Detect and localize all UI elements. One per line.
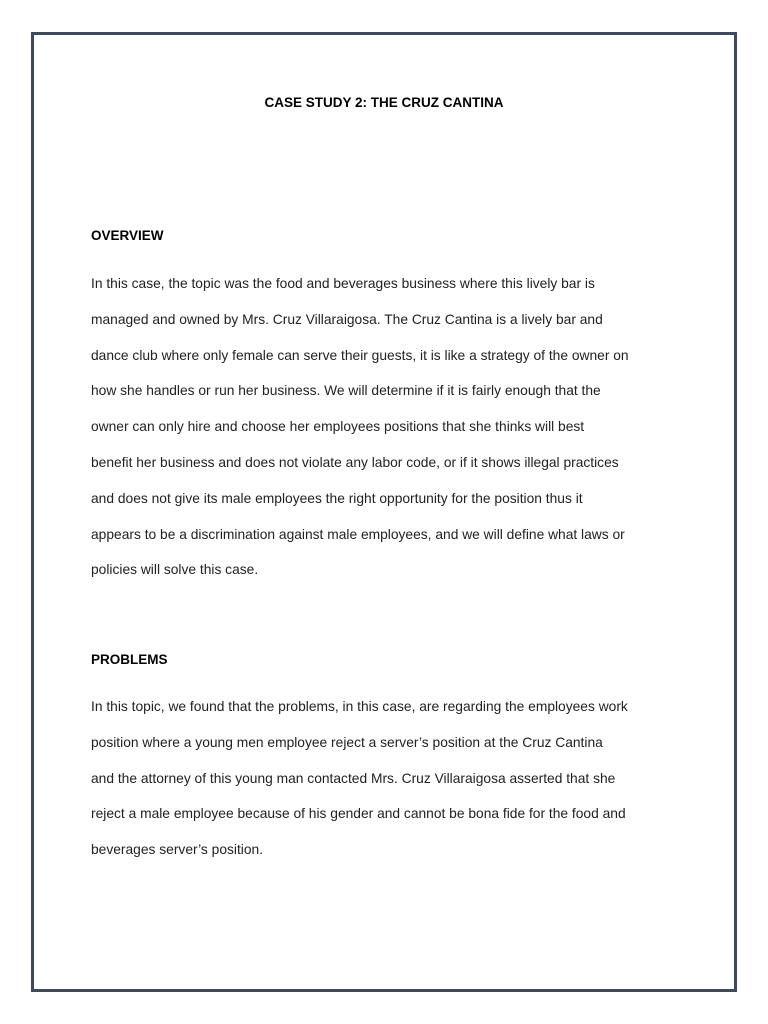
paragraph-line: benefit her business and does not violate any labor code, or if it shows illegal practices [91,454,619,470]
paragraph-line: policies will solve this case. [91,562,259,578]
paragraph-line: owner can only hire and choose her employees positions that she thinks will best [91,419,585,435]
paragraph-line: dance club where only female can serve their guests, it is like a strategy of the owner on [91,347,629,363]
paragraph-line: and the attorney of this young man contacted Mrs. Cruz Villaraigosa asserted that she [91,770,616,786]
problems-heading: PROBLEMS [91,652,168,667]
overview-paragraph [91,274,691,596]
paragraph-line: In this topic, we found that the problems, in this case, are regarding the employees work [91,699,628,714]
document-title: CASE STUDY 2: THE CRUZ CANTINA [264,95,504,110]
problems-paragraph [91,697,691,876]
paragraph-line: appears to be a discrimination against male employees, and we will define what laws or [91,526,625,542]
document-page [31,32,737,992]
paragraph-line: and does not give its male employees the right opportunity for the position thus it [91,490,583,506]
paragraph-line: how she handles or run her business. We will determine if it is fairly enough that the [91,383,601,399]
paragraph-line: In this case, the topic was the food and beverages business where this lively bar is [91,276,595,291]
overview-heading: OVERVIEW [91,228,164,243]
paragraph-line: reject a male employee because of his gender and cannot be bona fide for the food and [91,806,626,822]
paragraph-line: managed and owned by Mrs. Cruz Villaraigosa. The Cruz Cantina is a lively bar and [91,311,603,327]
paragraph-line: position where a young men employee reject a server’s position at the Cruz Cantina [91,734,603,750]
paragraph-line: beverages server’s position. [91,842,264,858]
